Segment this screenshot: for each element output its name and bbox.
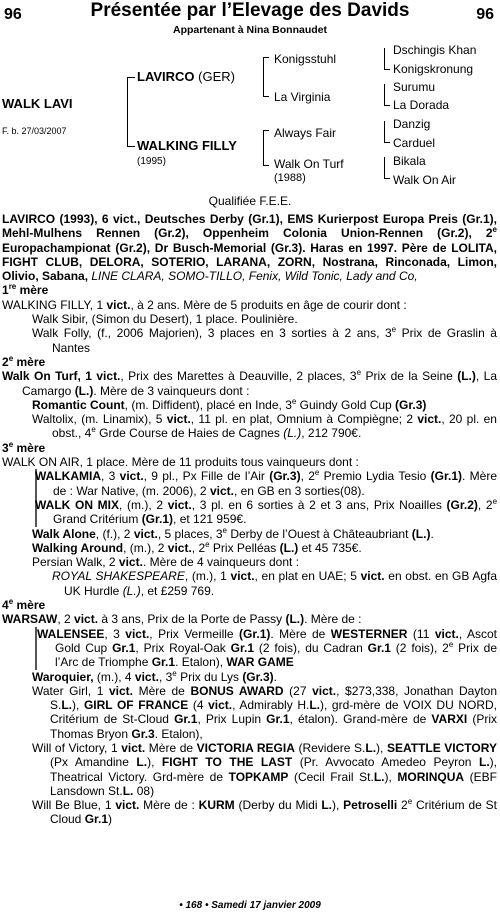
dam3-para: WALK ON AIR, 1 place. Mère de 11 produits tous vainqueurs dont : <box>2 455 359 470</box>
owner-line: Appartenant à Nina Bonnaudet <box>172 24 327 36</box>
sire-paragraph: LAVIRCO (1993), 6 vict., Deutsches Derby (Gr.1), EMS Kurierpost Europa Preis (Gr.1), Mehl-Mulhens Rennen (Gr.2), Oppenheim Colonia Union-Rennen (Gr.2), 2e Europachampionat (Gr.2), Dr Busch-Memorial (Gr.3). Haras en 1997. Père de LOLITA, FIGHT CLUB, DELORA, SOTERIO, LARANA, ZORN, Nostrana, Rinconada, Limon, Olivio, Sabana, LINE CLARA, SOMO-TILLO, Fenix, Wild Tonic, Lady and Co, <box>2 212 497 284</box>
dam3-prod-6: ROYAL SHAKESPEARE, (m.), 1 vict., en plat en UAE; 5 vict. en obst. en GB Agfa UK Hurdle (L.), et £259 769. <box>52 569 498 598</box>
heading-2e-mere: 2e mère <box>2 353 46 369</box>
sire-dam: La Virginia <box>274 90 331 104</box>
dam4-prod-5: Will Be Blue, 1 vict. Mère de : KURM (Derby du Midi L.), Petroselli 2e Critérium de St Cloud Gr.1) <box>32 797 497 827</box>
dam4-highlight-1: WALENSEE, 3 vict., Prix Vermeille (Gr.1). Mère de WESTERNER (11 vict., Ascot Gold Cup Gr.1, Prix Royal-Oak Gr.1 (2 fois), du Cadran Gr.1 (2 fois), 2e Prix de l’Arc de Triomphe Gr.1. Etalon), WAR GAME <box>37 626 498 670</box>
dam1-prod-2: Walk Folly, (f., 2006 Majorien), 3 places en 3 sorties à 2 ans, 3e Prix de Graslin à Nantes <box>32 325 497 355</box>
dam-dam-year: (1988) <box>274 172 306 184</box>
sire-origin: (GER) <box>198 69 236 84</box>
dam-dam: Walk On Turf <box>274 157 344 171</box>
dam-name: WALKING FILLY <box>137 138 237 153</box>
heading-1re-mere: 1re mère <box>2 282 49 298</box>
qualification: Qualifiée F.E.E. <box>208 194 292 208</box>
dam4-para: WARSAW, 2 vict. à 3 ans, Prix de la Porte de Passy (L.). Mère de : <box>2 612 362 627</box>
dam-year: (1995) <box>137 156 166 167</box>
dam3-highlight-2: WALK ON MIX, (m.), 2 vict., 3 pl. en 6 sorties à 2 et 3 ans, Prix Noailles (Gr.2), 2e Grand Critérium (Gr.1), et 121 959€. <box>35 496 498 527</box>
lot-number-right: 96 <box>476 6 494 23</box>
page-footer: • 168 • Samedi 17 janvier 2009 <box>179 900 321 911</box>
gen3-7: Bikala <box>393 154 426 168</box>
dam3-prod-5: Persian Walk, 2 vict.. Mère de 4 vainqueurs dont : <box>32 555 300 570</box>
dam3-highlight-1: WALKAMIA, 3 vict., 9 pl., Px Fille de l’Air (Gr.3), 2e Premio Lydia Tesio (Gr.1). Mère de : War Native, (m. 2006), 2 vict., en GB en 3 sorties(08). <box>35 468 497 498</box>
heading-3e-mere: 3e mère <box>2 439 46 455</box>
sire-sire: Konigsstuhl <box>274 52 337 66</box>
gen3-5: Danzig <box>393 117 431 131</box>
dam1-prod-1: Walk Sibir, (Simon du Desert), 1 place. Poulinière. <box>32 312 298 327</box>
gen3-6: Carduel <box>393 136 436 150</box>
dam4-prod-2: Waroquier, (m.), 4 vict., 3e Prix du Lys (Gr.3). <box>32 668 277 684</box>
page-title: Présentée par l’Elevage des Davids <box>90 0 410 21</box>
catalogue-text <box>2 212 497 827</box>
gen3-2: Konigskronung <box>393 62 474 76</box>
dam3-prod-3: Walk Alone, (f.), 2 vict., 5 places, 3e Derby de l’Ouest à Châteaubriant (L.). <box>32 525 434 541</box>
dam3-prod-4: Walking Around, (m.), 2 vict., 2e Prix Pelléas (L.) et 45 735€. <box>32 539 362 555</box>
horse-name: WALK LAVI <box>2 96 73 111</box>
gen3-3: Surumu <box>393 80 436 94</box>
lot-number-left: 96 <box>4 6 22 23</box>
dam2-para: Walk On Turf, 1 vict., Prix des Marettes à Deauville, 2 places, 3e Prix de la Seine (L.), La Camargo (L.). Mère de 3 vainqueurs dont : <box>2 368 497 398</box>
sire-name: LAVIRCO <box>137 69 195 84</box>
dam1-para: WALKING FILLY, 1 vict., à 2 ans. Mère de 5 produits en âge de courir dont : <box>2 297 407 312</box>
dam2-prod-2: Waltolix, (m. Linamix), 5 vict., 11 pl. en plat, Omnium à Compiègne; 2 vict., 20 pl. en obst., 4e Grde Course de Haies de Cagnes (L.), 212 790€. <box>32 412 497 441</box>
dam2-prod-1: Romantic Count, (m. Diffident), placé en Inde, 3e Guindy Gold Cup (Gr.3) <box>32 396 427 412</box>
gen3-4: La Dorada <box>393 98 450 112</box>
dam-sire: Always Fair <box>274 126 337 140</box>
horse-info: F. b. 27/03/2007 <box>2 126 67 136</box>
gen3-1: Dschingis Khan <box>393 43 477 57</box>
dam4-prod-3: Water Girl, 1 vict. Mère de BONUS AWARD (27 vict., $273,338, Jonathan Dayton S.L.), GIRL OF FRANCE (4 vict., Admirably H.L.), grd-mère de VOIX DU NORD, Critérium de St-Cloud Gr.1, Prix Lupin Gr.1, étalon). Grand-mère de VARXI (Prix Thomas Bryon Gr.3. Etalon), <box>32 683 498 741</box>
dam4-prod-4: Will of Victory, 1 vict. Mère de VICTORIA REGIA (Revidere S.L.), SEATTLE VICTORY (Px Amandine L.), FIGHT TO THE LAST (Pr. Avvocato Amedeo Peyron L.), Theatrical Victory. Grd-mère de TOPKAMP (Cecil Frail St.L.), MORINQUA (EBF Lansdown St.L. 08) <box>32 740 498 798</box>
sire <box>137 70 235 84</box>
heading-4e-mere: 4e mère <box>2 597 46 613</box>
gen3-8: Walk On Air <box>393 173 456 187</box>
